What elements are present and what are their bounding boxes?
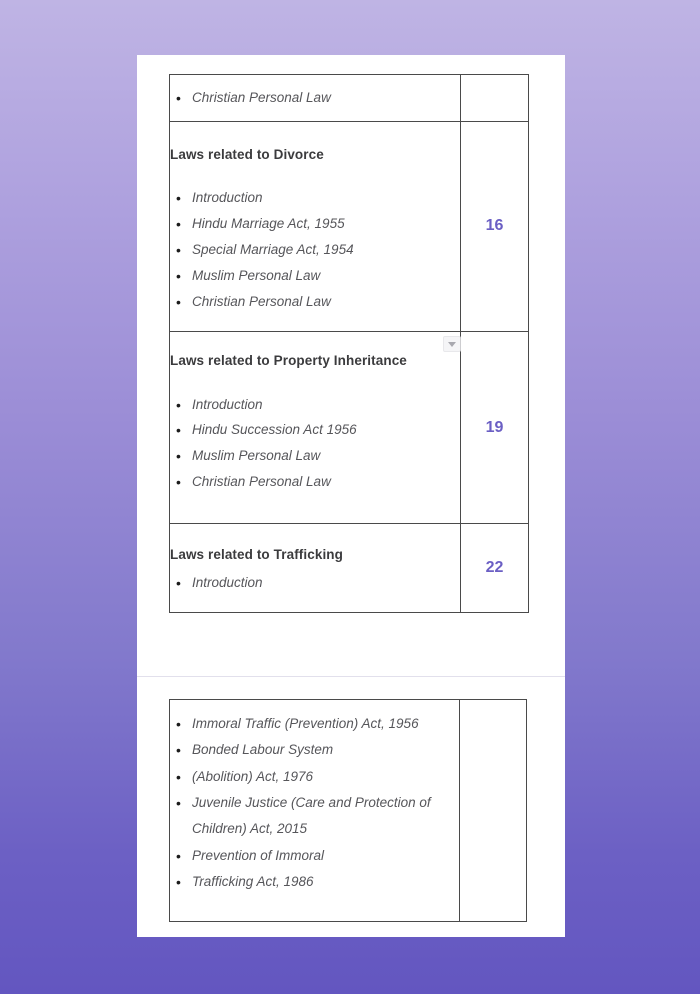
table-cell-content	[170, 524, 461, 612]
chevron-down-icon[interactable]	[443, 336, 461, 352]
section-heading: Laws related to Trafficking	[170, 547, 343, 563]
spacer	[170, 163, 460, 185]
list-item: • Christian Personal Law	[170, 85, 460, 111]
list-item: • Christian Personal Law	[170, 289, 460, 315]
contents-table-page-one	[169, 74, 529, 613]
list-item: • Trafficking Act, 1986	[170, 869, 459, 895]
document-viewport[interactable]	[137, 55, 565, 937]
list-item: • Muslim Personal Law	[170, 443, 460, 469]
list-item: • Introduction	[170, 185, 460, 211]
section-heading: Laws related to Divorce	[170, 146, 324, 162]
table-row	[170, 75, 529, 122]
list-item: • Introduction	[170, 570, 460, 596]
table-row	[170, 121, 529, 331]
list-item: • Christian Personal Law	[170, 469, 460, 495]
item-list	[170, 570, 460, 596]
list-item: • Muslim Personal Law	[170, 263, 460, 289]
section-heading: Laws related to Property Inheritance	[170, 352, 407, 368]
table-cell-content	[170, 75, 461, 122]
item-list	[170, 185, 460, 315]
list-item: • Special Marriage Act, 1954	[170, 237, 460, 263]
table-cell-content	[170, 121, 461, 331]
document-page-one	[137, 55, 565, 655]
chevron-down-glyph	[448, 342, 456, 347]
list-item: • Hindu Marriage Act, 1955	[170, 211, 460, 237]
table-cell-page-number: 16	[461, 121, 529, 331]
table-row	[170, 331, 529, 523]
item-list	[170, 392, 460, 496]
list-item: • Prevention of Immoral	[170, 843, 459, 869]
table-row	[170, 524, 529, 612]
item-list	[170, 711, 459, 895]
list-item: • Immoral Traffic (Prevention) Act, 1956	[170, 711, 459, 737]
table-cell-page-number	[460, 700, 527, 922]
table-cell-page-number: 22	[461, 524, 529, 612]
list-item: • (Abolition) Act, 1976	[170, 764, 459, 790]
page-break-separator	[137, 655, 565, 677]
table-cell-content	[170, 331, 461, 523]
table-cell-page-number	[461, 75, 529, 122]
item-list	[170, 85, 460, 111]
table-cell-content	[170, 700, 460, 922]
list-item: • Bonded Labour System	[170, 737, 459, 763]
list-item: • Hindu Succession Act 1956	[170, 417, 460, 443]
table-row	[170, 700, 527, 922]
document-page-two	[137, 677, 565, 937]
contents-table-page-two	[169, 699, 527, 922]
list-item: • Introduction	[170, 392, 460, 418]
list-item: • Juvenile Justice (Care and Protection of Children) Act, 2015	[170, 790, 459, 843]
spacer	[170, 370, 460, 392]
table-cell-page-number: 19	[461, 331, 529, 523]
